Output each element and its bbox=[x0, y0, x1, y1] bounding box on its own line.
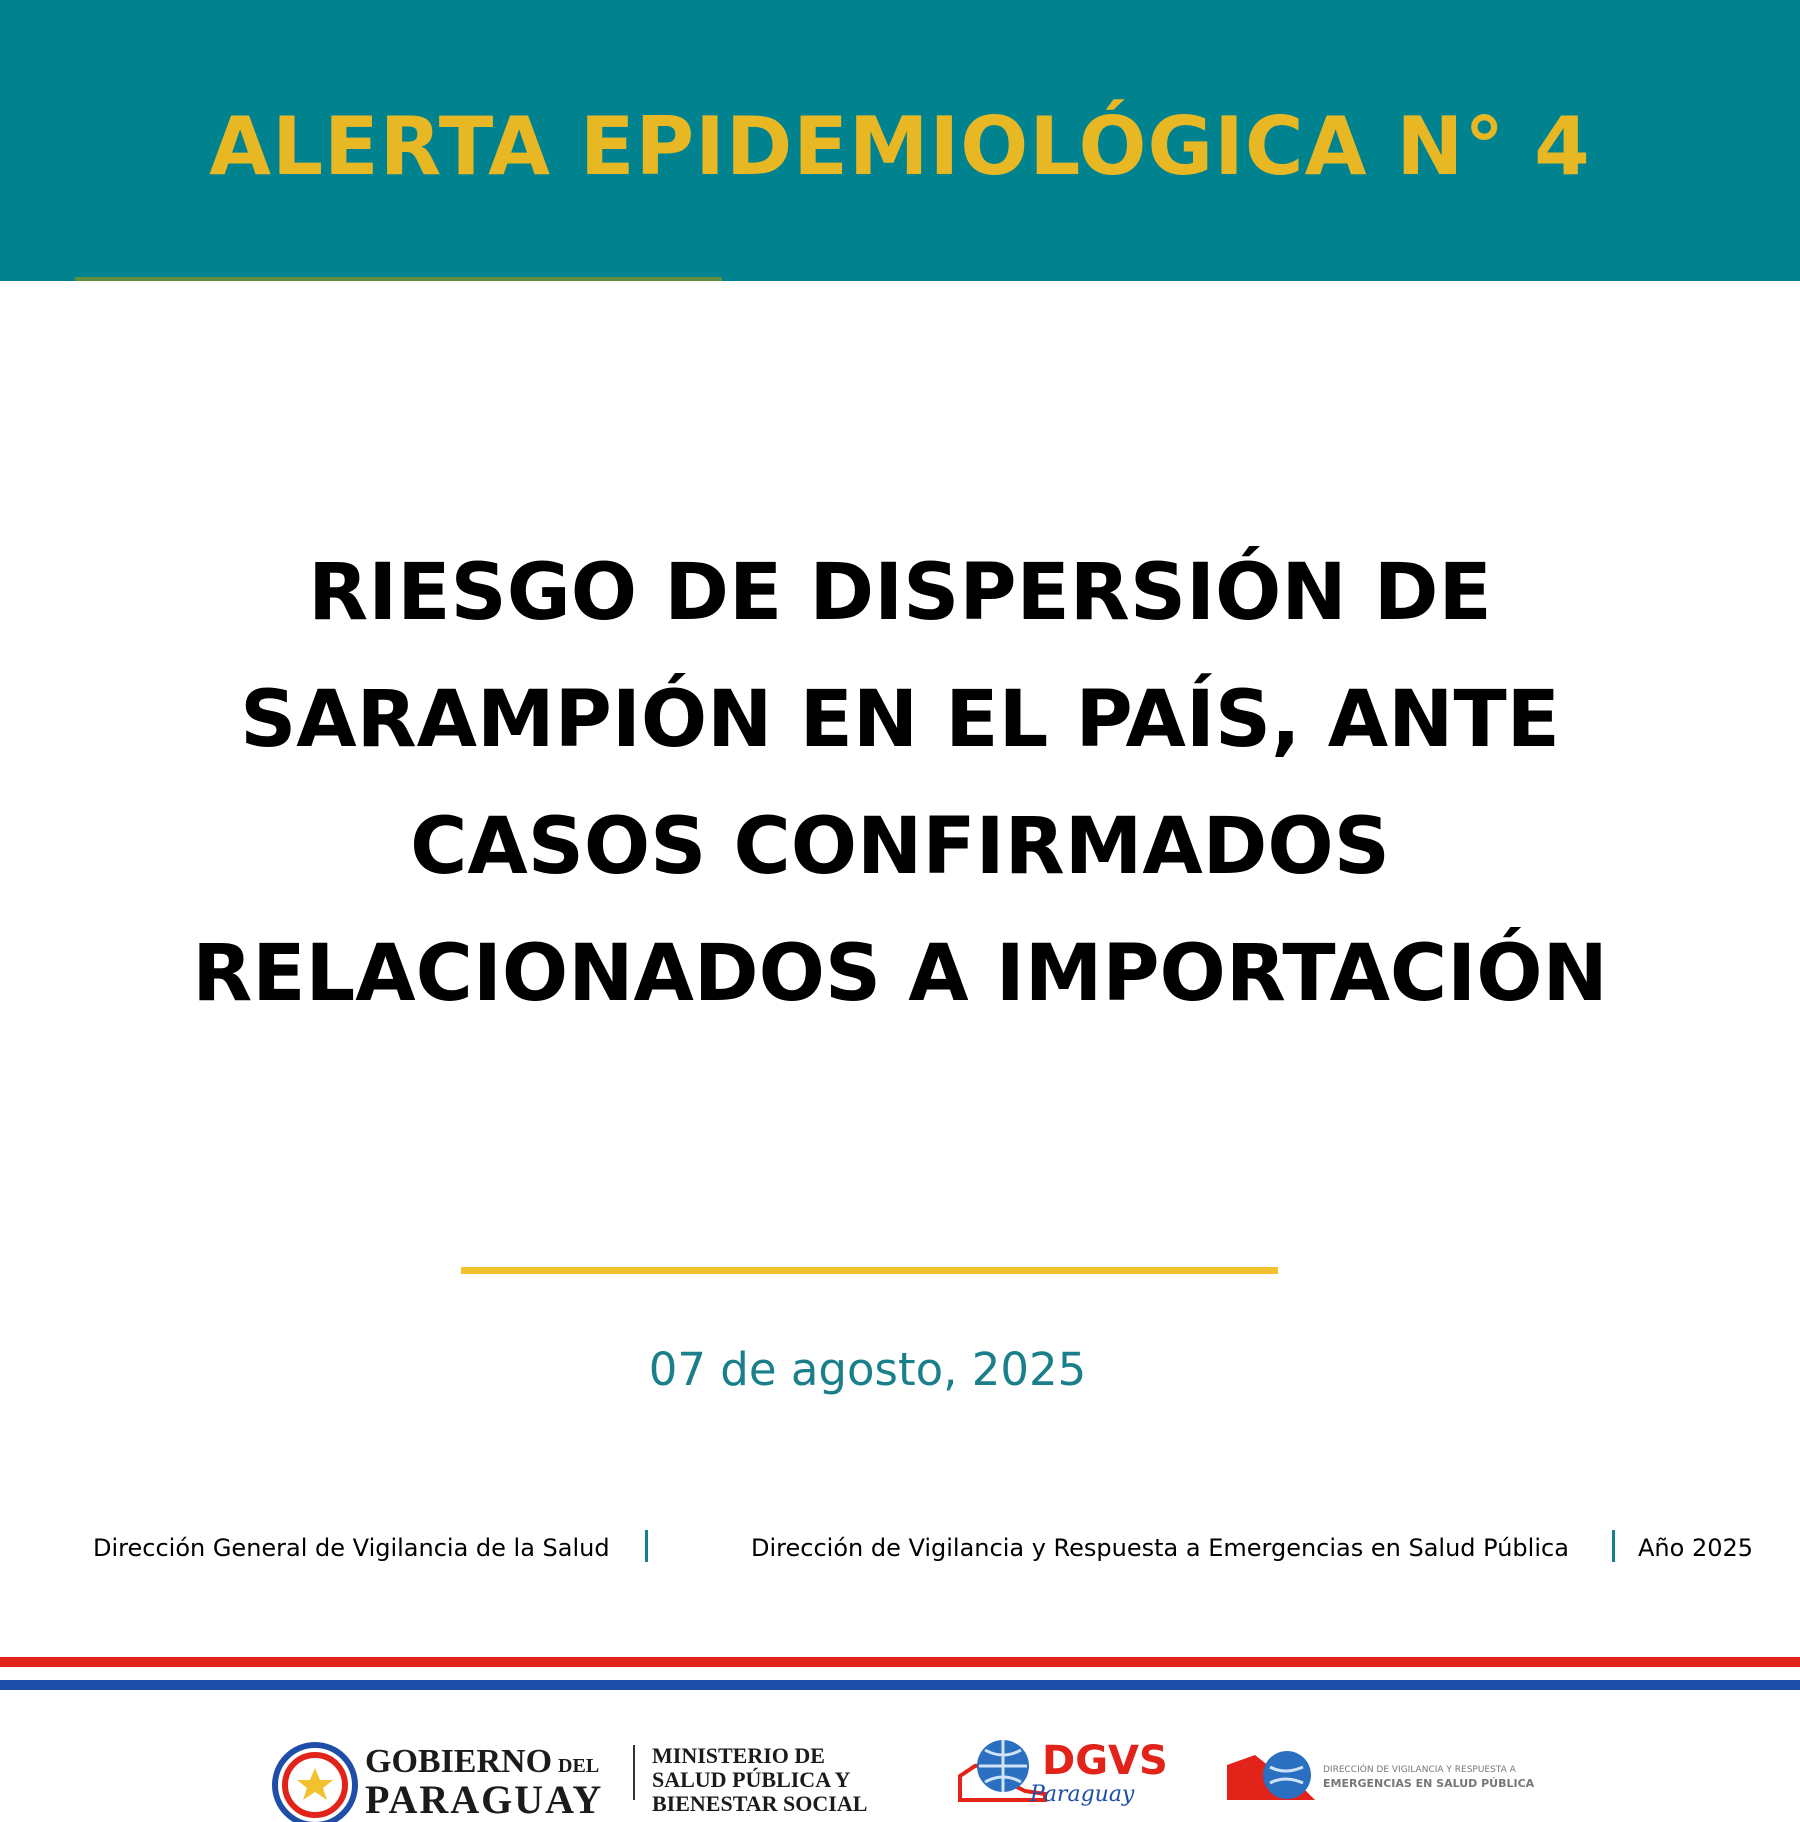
gold-divider bbox=[461, 1267, 1278, 1274]
footer-separator bbox=[645, 1530, 648, 1562]
gobierno-line-2: PARAGUAY bbox=[365, 1777, 604, 1822]
dvresp-line-2: EMERGENCIAS EN SALUD PÚBLICA bbox=[1323, 1777, 1535, 1790]
ministerio-line-2: SALUD PÚBLICA Y bbox=[652, 1767, 851, 1792]
header-underline bbox=[75, 277, 722, 281]
dgvs-logo-subtext: Paraguay bbox=[1030, 1782, 1135, 1807]
gobierno-logo-text bbox=[365, 1743, 604, 1822]
alert-title-line-2: SARAMPIÓN EN EL PAÍS, ANTE bbox=[240, 675, 1560, 765]
dvresp-logo-text bbox=[1323, 1763, 1534, 1791]
flag-stripe-blue bbox=[0, 1680, 1800, 1690]
dvresp-logo-icon bbox=[1225, 1745, 1317, 1800]
dgvs-logo-text: DGVS bbox=[1042, 1738, 1168, 1784]
alert-title-line-3: CASOS CONFIRMADOS bbox=[410, 802, 1390, 892]
ministerio-line-3: BIENESTAR SOCIAL bbox=[652, 1791, 868, 1816]
footer-year: Año 2025 bbox=[1638, 1534, 1754, 1562]
footer-separator bbox=[1612, 1530, 1615, 1562]
footer-dept-response: Dirección de Vigilancia y Respuesta a Emergencias en Salud Pública bbox=[751, 1534, 1569, 1562]
flag-stripe-red bbox=[0, 1657, 1800, 1667]
logo-divider bbox=[633, 1745, 635, 1800]
footer-dept-general: Dirección General de Vigilancia de la Salud bbox=[93, 1534, 610, 1562]
ministerio-logo-text bbox=[652, 1744, 867, 1816]
alert-title bbox=[100, 530, 1700, 1038]
gobierno-line-1: GOBIERNO bbox=[365, 1743, 553, 1780]
publication-date: 07 de agosto, 2025 bbox=[648, 1343, 1087, 1396]
alert-title-line-4: RELACIONADOS A IMPORTACIÓN bbox=[192, 929, 1608, 1019]
ministerio-line-1: MINISTERIO DE bbox=[652, 1743, 825, 1768]
flag-stripe-white bbox=[0, 1667, 1800, 1680]
paraguay-seal-icon bbox=[270, 1740, 360, 1800]
alert-title-line-1: RIESGO DE DISPERSIÓN DE bbox=[308, 548, 1492, 638]
page-title: ALERTA EPIDEMIOLÓGICA N° 4 bbox=[209, 100, 1591, 193]
gobierno-del: DEL bbox=[558, 1755, 600, 1777]
dvresp-line-1: DIRECCIÓN DE VIGILANCIA Y RESPUESTA A bbox=[1323, 1765, 1516, 1775]
